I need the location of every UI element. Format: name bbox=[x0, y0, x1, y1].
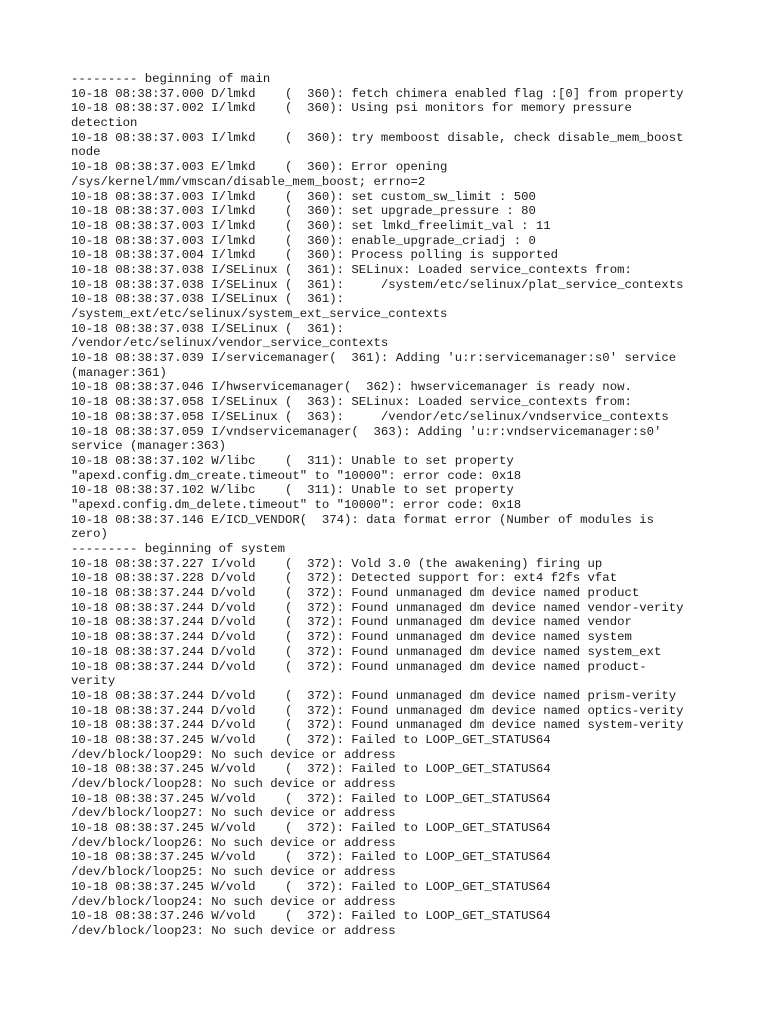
log-line: 10-18 08:38:37.038 I/SELinux ( 361): SELinux: Loaded service_contexts from: bbox=[71, 262, 632, 277]
log-line: 10-18 08:38:37.244 D/vold ( 372): Found unmanaged dm device named product- bbox=[71, 659, 647, 674]
log-line: "apexd.config.dm_create.timeout" to "10000": error code: 0x18 bbox=[71, 468, 522, 483]
log-line: 10-18 08:38:37.004 I/lmkd ( 360): Process polling is supported bbox=[71, 248, 559, 263]
log-line: 10-18 08:38:37.244 D/vold ( 372): Found unmanaged dm device named vendor bbox=[71, 615, 632, 630]
log-line: service (manager:363) bbox=[71, 439, 226, 454]
log-line: /vendor/etc/selinux/vendor_service_contexts bbox=[71, 336, 389, 351]
log-line: 10-18 08:38:37.059 I/vndservicemanager( 363): Adding 'u:r:vndservicemanager:s0' bbox=[71, 424, 662, 439]
log-line: 10-18 08:38:37.227 I/vold ( 372): Vold 3.0 (the awakening) firing up bbox=[71, 556, 603, 571]
log-line: (manager:361) bbox=[71, 365, 167, 380]
log-line: /dev/block/loop25: No such device or address bbox=[71, 865, 396, 880]
log-line: /sys/kernel/mm/vmscan/disable_mem_boost; errno=2 bbox=[71, 174, 426, 189]
log-line: 10-18 08:38:37.245 W/vold ( 372): Failed to LOOP_GET_STATUS64 bbox=[71, 732, 551, 747]
log-line: /dev/block/loop29: No such device or address bbox=[71, 747, 396, 762]
log-line: 10-18 08:38:37.003 I/lmkd ( 360): set upgrade_pressure : 80 bbox=[71, 204, 536, 219]
log-line: 10-18 08:38:37.102 W/libc ( 311): Unable to set property bbox=[71, 483, 514, 498]
log-line: --------- beginning of main bbox=[71, 72, 271, 86]
log-line: 10-18 08:38:37.039 I/servicemanager( 361): Adding 'u:r:servicemanager:s0' service bbox=[71, 351, 677, 366]
log-line: 10-18 08:38:37.058 I/SELinux ( 363): /vendor/etc/selinux/vndservice_contexts bbox=[71, 409, 669, 424]
log-line: 10-18 08:38:37.038 I/SELinux ( 361): bbox=[71, 321, 345, 336]
log-line: /dev/block/loop27: No such device or address bbox=[71, 806, 396, 821]
log-line: /dev/block/loop24: No such device or address bbox=[71, 894, 396, 909]
log-line: /system_ext/etc/selinux/system_ext_service_contexts bbox=[71, 307, 448, 321]
log-line: 10-18 08:38:37.146 E/ICD_VENDOR( 374): data format error (Number of modules is bbox=[71, 512, 654, 527]
log-line: 10-18 08:38:37.002 I/lmkd ( 360): Using psi monitors for memory pressure bbox=[71, 101, 632, 116]
log-line: "apexd.config.dm_delete.timeout" to "10000": error code: 0x18 bbox=[71, 497, 522, 512]
log-line: /dev/block/loop23: No such device or address bbox=[71, 923, 396, 938]
log-line: 10-18 08:38:37.244 D/vold ( 372): Found unmanaged dm device named prism-verity bbox=[71, 688, 677, 703]
log-line: verity bbox=[71, 674, 116, 689]
log-line: 10-18 08:38:37.038 I/SELinux ( 361): /system/etc/selinux/plat_service_contexts bbox=[71, 277, 684, 292]
log-line: 10-18 08:38:37.058 I/SELinux ( 363): SELinux: Loaded service_contexts from: bbox=[71, 395, 632, 410]
log-line: /dev/block/loop28: No such device or address bbox=[71, 777, 396, 791]
log-line: 10-18 08:38:37.003 I/lmkd ( 360): try memboost disable, check disable_mem_boost bbox=[71, 130, 684, 145]
log-line: 10-18 08:38:37.245 W/vold ( 372): Failed to LOOP_GET_STATUS64 bbox=[71, 762, 551, 777]
log-line: node bbox=[71, 145, 101, 160]
log-text-block bbox=[71, 72, 711, 939]
log-line: detection bbox=[71, 116, 138, 131]
log-line: 10-18 08:38:37.003 I/lmkd ( 360): enable_upgrade_criadj : 0 bbox=[71, 233, 536, 248]
log-line: 10-18 08:38:37.000 D/lmkd ( 360): fetch chimera enabled flag :[0] from property bbox=[71, 86, 684, 101]
log-line: 10-18 08:38:37.246 W/vold ( 372): Failed to LOOP_GET_STATUS64 bbox=[71, 909, 551, 924]
log-line: 10-18 08:38:37.245 W/vold ( 372): Failed to LOOP_GET_STATUS64 bbox=[71, 791, 551, 806]
log-line: 10-18 08:38:37.003 I/lmkd ( 360): set lmkd_freelimit_val : 11 bbox=[71, 218, 551, 233]
log-line: 10-18 08:38:37.102 W/libc ( 311): Unable to set property bbox=[71, 453, 514, 468]
log-line: 10-18 08:38:37.244 D/vold ( 372): Found unmanaged dm device named system-verity bbox=[71, 718, 684, 733]
log-line: 10-18 08:38:37.245 W/vold ( 372): Failed to LOOP_GET_STATUS64 bbox=[71, 850, 551, 865]
log-line: zero) bbox=[71, 527, 108, 542]
log-line: 10-18 08:38:37.244 D/vold ( 372): Found unmanaged dm device named system bbox=[71, 630, 632, 645]
log-line: 10-18 08:38:37.245 W/vold ( 372): Failed to LOOP_GET_STATUS64 bbox=[71, 821, 551, 836]
log-line: 10-18 08:38:37.244 D/vold ( 372): Found unmanaged dm device named vendor-verity bbox=[71, 600, 684, 615]
log-line: --------- beginning of system bbox=[71, 542, 286, 556]
log-line: 10-18 08:38:37.003 I/lmkd ( 360): set custom_sw_limit : 500 bbox=[71, 189, 536, 204]
log-line: 10-18 08:38:37.244 D/vold ( 372): Found unmanaged dm device named optics-verity bbox=[71, 703, 684, 718]
log-line: 10-18 08:38:37.244 D/vold ( 372): Found unmanaged dm device named system_ext bbox=[71, 644, 662, 659]
log-line: 10-18 08:38:37.003 E/lmkd ( 360): Error opening bbox=[71, 160, 448, 175]
log-line: 10-18 08:38:37.038 I/SELinux ( 361): bbox=[71, 292, 345, 307]
log-line: /dev/block/loop26: No such device or address bbox=[71, 835, 396, 850]
log-line: 10-18 08:38:37.228 D/vold ( 372): Detected support for: ext4 f2fs vfat bbox=[71, 571, 618, 586]
log-line: 10-18 08:38:37.245 W/vold ( 372): Failed to LOOP_GET_STATUS64 bbox=[71, 879, 551, 894]
log-line: 10-18 08:38:37.046 I/hwservicemanager( 362): hwservicemanager is ready now. bbox=[71, 380, 632, 395]
log-line: 10-18 08:38:37.244 D/vold ( 372): Found unmanaged dm device named product bbox=[71, 586, 640, 601]
